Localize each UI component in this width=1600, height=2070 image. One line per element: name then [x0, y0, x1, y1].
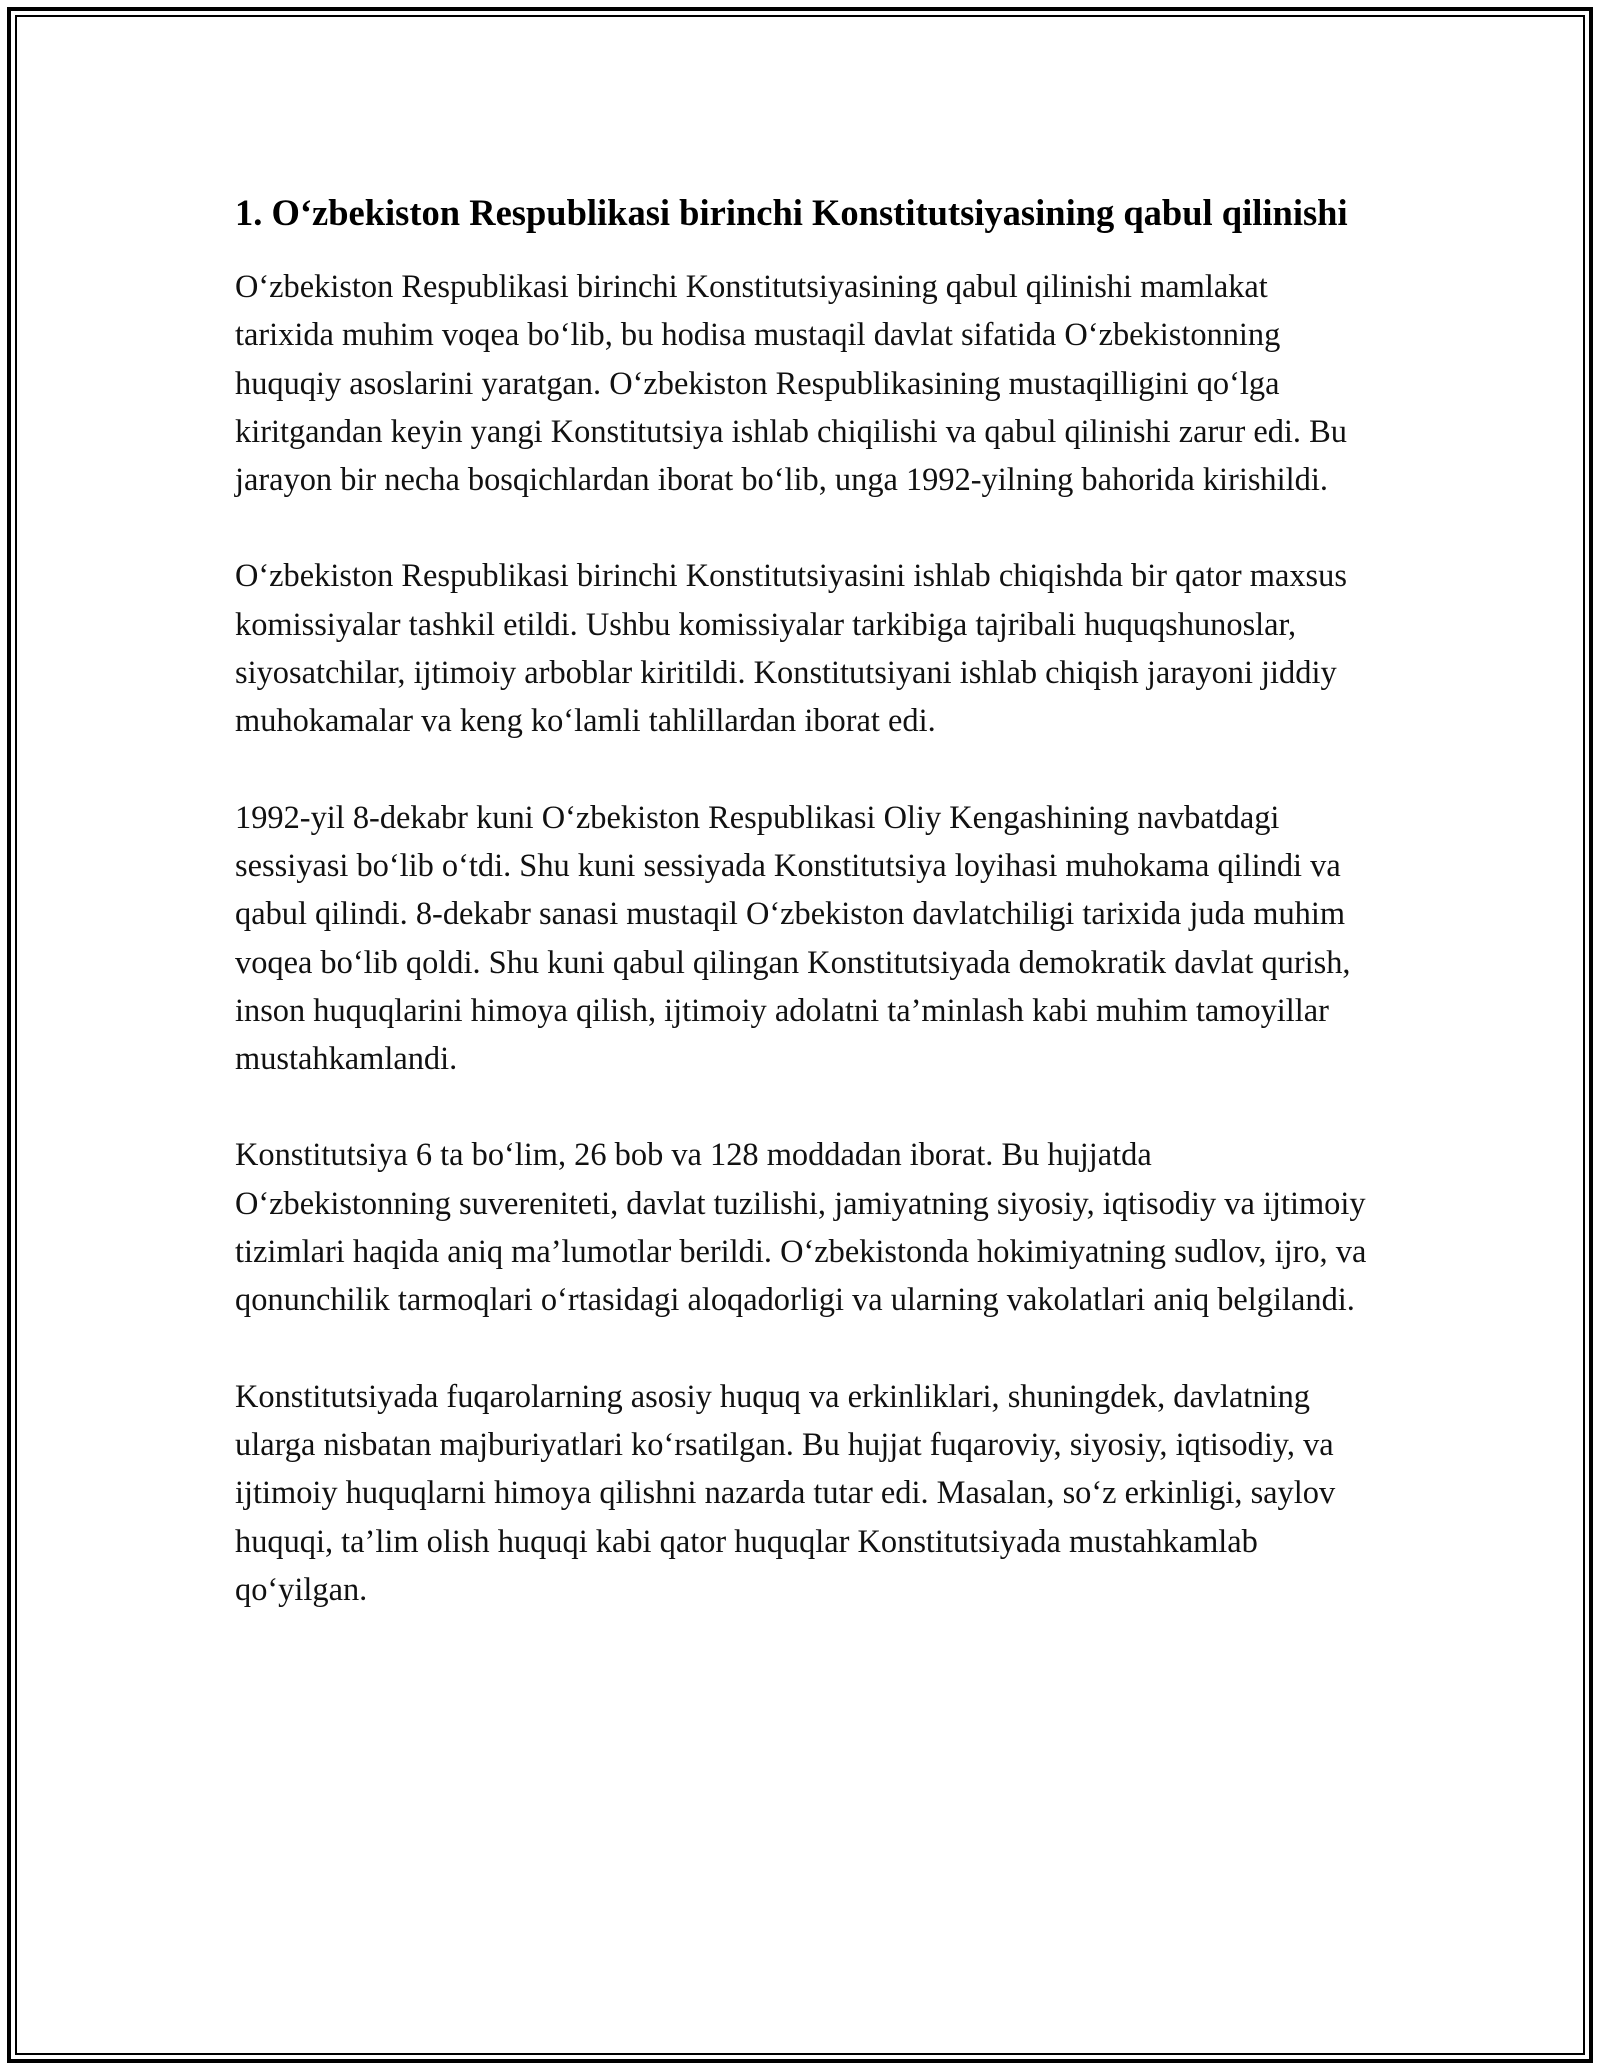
paragraph-5: Konstitutsiyada fuqarolarning asosiy huquq va erkinliklari, shuningdek, davlatning ularga nisbatan majburiyatlari ko‘rsatilgan. Bu hujjat fuqaroviy, siyosiy, iqtisodiy, va ijtimoiy huquqlarni himoya qilishni nazarda tutar edi. Masalan, so‘z erkinligi, saylov huquqi, ta’lim olish huquqi kabi qator huquqlar Konstitutsiyada mustahkamlab qo‘yilgan. — [235, 1378, 1336, 1608]
document-body — [235, 263, 1370, 1614]
document-content — [235, 186, 1370, 1662]
document-title: 1. O‘zbekiston Respublikasi birinchi Konstitutsiyasining qabul qilinishi — [235, 192, 1348, 233]
paragraph-2: O‘zbekiston Respublikasi birinchi Konstitutsiyasini ishlab chiqishda bir qator maxsus komissiyalar tashkil etildi. Ushbu komissiyalar tarkibiga tajribali huquqshunoslar, siyosatchilar, ijtimoiy arboblar kiritildi. Konstitutsiyani ishlab chiqish jarayoni jiddiy muhokamalar va keng ko‘lamli tahlillardan iborat edi. — [235, 558, 1347, 740]
paragraph-1: O‘zbekiston Respublikasi birinchi Konstitutsiyasining qabul qilinishi mamlakat tarixida muhim voqea bo‘lib, bu hodisa mustaqil davlat sifatida O‘zbekistonning huquqiy asoslarini yaratgan. O‘zbekiston Respublikasining mustaqilligini qo‘lga kiritgandan keyin yangi Konstitutsiya ishlab chiqilishi va qabul qilinishi zarur edi. Bu jarayon bir necha bosqichlardan iborat bo‘lib, unga 1992-yilning bahorida kirishildi. — [235, 269, 1347, 499]
paragraph-3: 1992-yil 8-dekabr kuni O‘zbekiston Respublikasi Oliy Kengashining navbatdagi sessiyasi bo‘lib o‘tdi. Shu kuni sessiyada Konstitutsiya loyihasi muhokama qilindi va qabul qilindi. 8-dekabr sanasi mustaqil O‘zbekiston davlatchiligi tarixida juda muhim voqea bo‘lib qoldi. Shu kuni qabul qilingan Konstitutsiyada demokratik davlat qurish, inson huquqlarini himoya qilish, ijtimoiy adolatni ta’minlash kabi muhim tamoyillar mustahkamlandi. — [235, 799, 1351, 1078]
paragraph-4: Konstitutsiya 6 ta bo‘lim, 26 bob va 128 moddadan iborat. Bu hujjatda O‘zbekistonning suvereniteti, davlat tuzilishi, jamiyatning siyosiy, iqtisodiy va ijtimoiy tizimlari haqida aniq ma’lumotlar berildi. O‘zbekistonda hokimiyatning sudlov, ijro, va qonunchilik tarmoqlari o‘rtasidagi aloqadorligi va ularning vakolatlari aniq belgilandi. — [235, 1137, 1367, 1319]
